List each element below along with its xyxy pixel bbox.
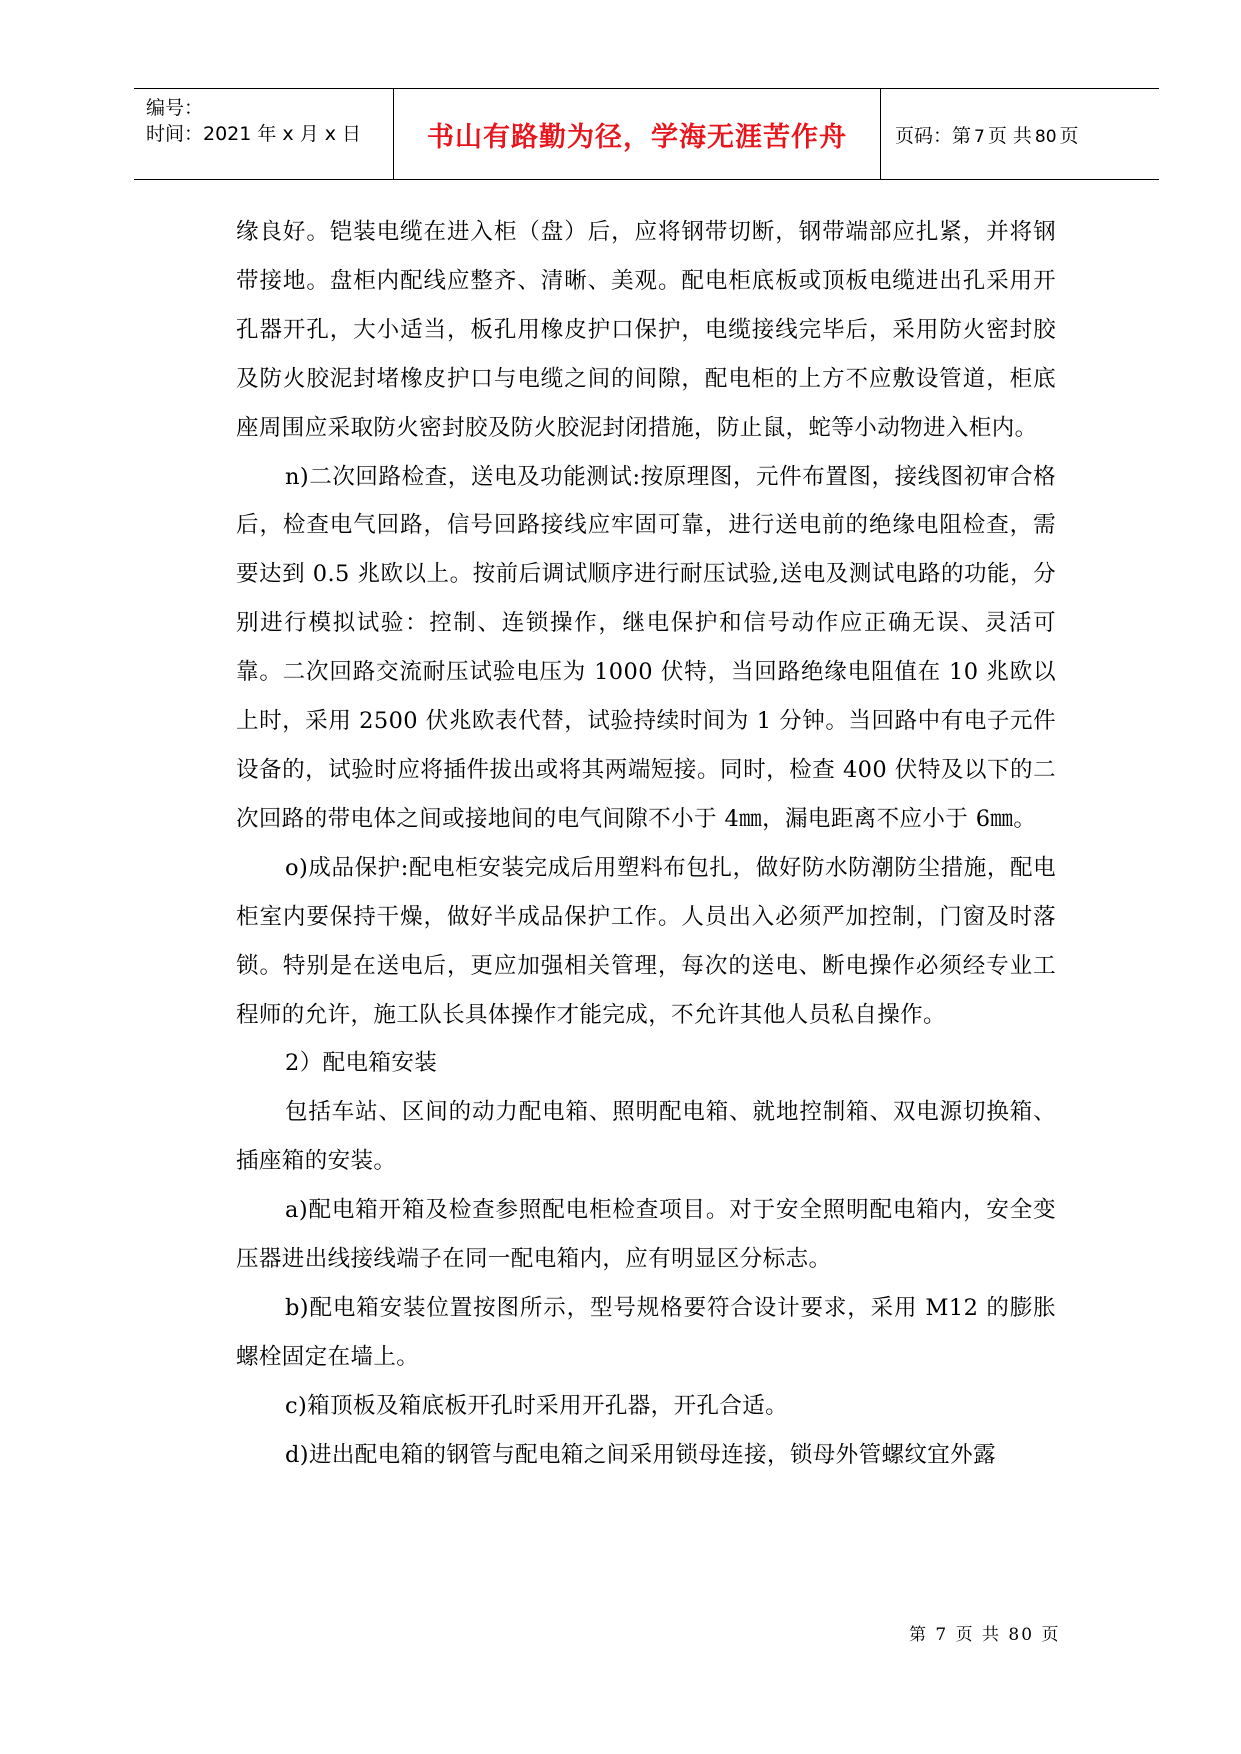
page-code-total: 80: [1034, 126, 1057, 147]
document-time-label: 时间：2021 年 x 月 x 日: [146, 123, 362, 145]
page-code-suffix: 页: [1059, 124, 1079, 147]
header-motto-cell: [394, 89, 881, 179]
page-code-mid: 页 共: [987, 124, 1032, 147]
paragraph-n-secondary-circuit: n)二次回路检查，送电及功能测试:按原理图，元件布置图，接线图初审合格后，检查电气回路，信号回路接线应牢固可靠，进行送电前的绝缘电阻检查，需要达到 0.5 兆欧以上。按前后调试顺序进行耐压试验,送电及测试电路的功能，分别进行模拟试验：控制、连锁操作，继电保护和信号动作应正确无误、灵活可靠。二次回路交流耐压试验电压为 1000 伏特，当回路绝缘电阻值在 10 兆欧以上时，采用 2500 伏兆欧表代替，试验持续时间为 1 分钟。当回路中有电子元件设备的，试验时应将插件拔出或将其两端短接。同时，检查 400 伏特及以下的二次回路的带电体之间或接地间的电气间隙不小于 4㎜，漏电距离不应小于 6㎜。: [236, 463, 1056, 832]
paragraph-o-product-protection: o)成品保护:配电柜安装完成后用塑料布包扎，做好防水防潮防尘措施，配电柜室内要保持干燥，做好半成品保护工作。人员出入必须严加控制，门窗及时落锁。特别是在送电后，更应加强相关管理，每次的送电、断电操作必须经专业工程师的允许，施工队长具体操作才能完成，不允许其他人员私自操作。: [236, 854, 1056, 1028]
motto-text: 书山有路勤为径，学海无涯苦作舟: [427, 121, 847, 153]
page-footer: 第 7 页 共 80 页: [909, 1625, 1061, 1645]
header-pagecode-cell: [881, 89, 1159, 179]
paragraph-c-openings: c)箱顶板及箱底板开孔时采用开孔器，开孔合适。: [285, 1392, 789, 1419]
header-info-cell: [134, 89, 394, 179]
page-code: [881, 121, 1079, 148]
page-code-current: 7: [974, 126, 985, 147]
paragraph-d-conduit: d)进出配电箱的钢管与配电箱之间采用锁母连接，锁母外管螺纹宜外露: [285, 1441, 996, 1468]
page-code-prefix: 页码：第: [895, 124, 972, 147]
section-heading-distribution-box: 2）配电箱安装: [285, 1050, 438, 1077]
page-header: [134, 88, 1159, 180]
document-number-label: 编号：: [146, 97, 204, 119]
paragraph-scope: 包括车站、区间的动力配电箱、照明配电箱、就地控制箱、双电源切换箱、插座箱的安装。: [236, 1099, 1056, 1175]
paragraph-b-installation: b)配电箱安装位置按图所示，型号规格要符合设计要求，采用 M12 的膨胀螺栓固定在墙上。: [236, 1294, 1056, 1370]
document-body: [236, 208, 1056, 1480]
paragraph-a-inspection: a)配电箱开箱及检查参照配电柜检查项目。对于安全照明配电箱内，安全变压器进出线接线端子在同一配电箱内，应有明显区分标志。: [236, 1197, 1056, 1273]
paragraph-continued: 缘良好。铠装电缆在进入柜（盘）后，应将钢带切断，钢带端部应扎紧，并将钢带接地。盘柜内配线应整齐、清晰、美观。配电柜底板或顶板电缆进出孔采用开孔器开孔，大小适当，板孔用橡皮护口保护，电缆接线完毕后，采用防火密封胶及防火胶泥封堵橡皮护口与电缆之间的间隙，配电柜的上方不应敷设管道，柜底座周围应采取防火密封胶及防火胶泥封闭措施，防止鼠，蛇等小动物进入柜内。: [236, 219, 1056, 441]
